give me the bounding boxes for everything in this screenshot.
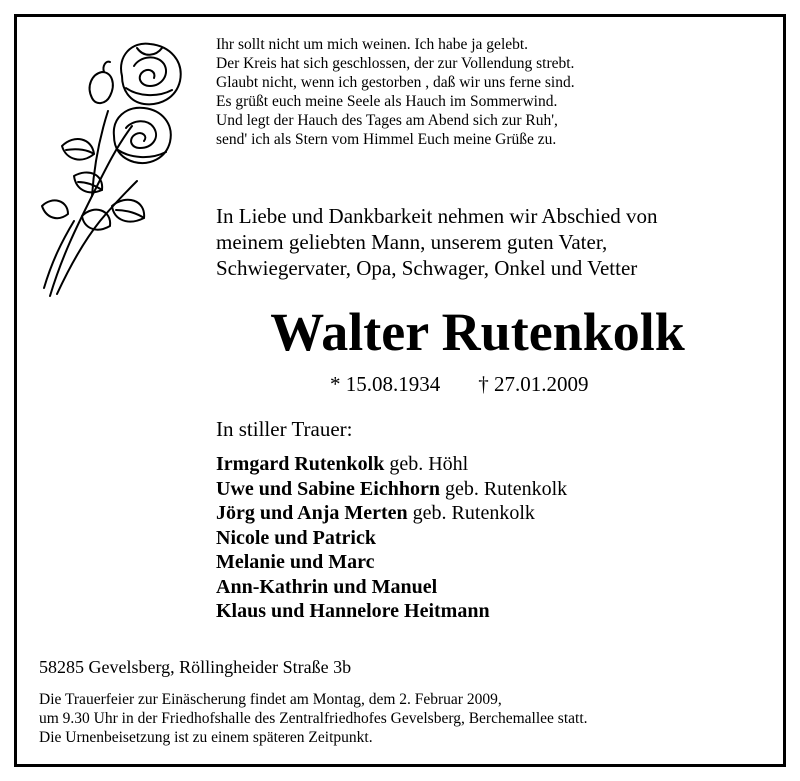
rose-illustration — [22, 26, 202, 298]
notice-line: um 9.30 Uhr in der Friedhofshalle des Zentralfriedhofes Gevelsberg, Berchemallee statt. — [39, 710, 588, 727]
funeral-notice — [39, 690, 588, 747]
mourner-note: geb. Höhl — [384, 453, 469, 475]
life-dates — [330, 371, 589, 397]
mourner-row — [216, 452, 567, 477]
mourner-name: Melanie und Marc — [216, 551, 375, 573]
farewell-line: meinem geliebten Mann, unserem guten Vater, — [216, 230, 608, 254]
mourner-note: geb. Rutenkolk — [439, 477, 568, 500]
notice-line: Die Urnenbeisetzung ist zu einem späteren Zeitpunkt. — [39, 729, 373, 746]
mourner-row — [216, 599, 567, 624]
mourner-name: Irmgard Rutenkolk — [216, 453, 385, 475]
mourner-row — [216, 575, 567, 600]
mourner-name: Klaus und Hannelore Heitmann — [216, 600, 490, 622]
mourner-name: Nicole und Patrick — [216, 526, 376, 549]
birth-date: * 15.08.1934 — [330, 372, 441, 396]
farewell-line: Schwiegervater, Opa, Schwager, Onkel und Vetter — [216, 256, 638, 280]
address: 58285 Gevelsberg, Röllingheider Straße 3b — [39, 657, 352, 677]
mourner-name: Jörg und Anja Merten — [216, 502, 408, 524]
mourning-heading: In stiller Trauer: — [216, 417, 353, 441]
mourners-list — [216, 452, 567, 624]
death-date: † 27.01.2009 — [478, 372, 589, 396]
farewell-line: In Liebe und Dankbarkeit nehmen wir Abschied von — [216, 204, 658, 228]
mourner-row — [216, 501, 567, 526]
mourner-row — [216, 550, 567, 575]
poem-line: Glaubt nicht, wenn ich gestorben , daß wir uns ferne sind. — [216, 74, 575, 91]
poem-line: Es grüßt euch meine Seele als Hauch im Sommerwind. — [216, 93, 558, 110]
mourner-note: geb. Rutenkolk — [407, 502, 535, 524]
farewell-text — [216, 203, 776, 281]
notice-line: Die Trauerfeier zur Einäscherung findet am Montag, dem 2. Februar 2009, — [39, 691, 502, 708]
mourner-name: Uwe und Sabine Eichhorn — [216, 477, 440, 500]
poem-line: Ihr sollt nicht um mich weinen. Ich habe ja gelebt. — [216, 36, 529, 53]
deceased-name: Walter Rutenkolk — [270, 302, 685, 362]
mourner-row — [216, 477, 567, 502]
mourner-name: Ann-Kathrin und Manuel — [216, 575, 438, 598]
poem-line: Und legt der Hauch des Tages am Abend sich zur Ruh', — [216, 112, 558, 129]
poem-line: send' ich als Stern vom Himmel Euch meine Grüße zu. — [216, 131, 557, 148]
mourner-row — [216, 526, 567, 551]
poem — [216, 35, 736, 149]
poem-line: Der Kreis hat sich geschlossen, der zur Vollendung strebt. — [216, 55, 575, 72]
